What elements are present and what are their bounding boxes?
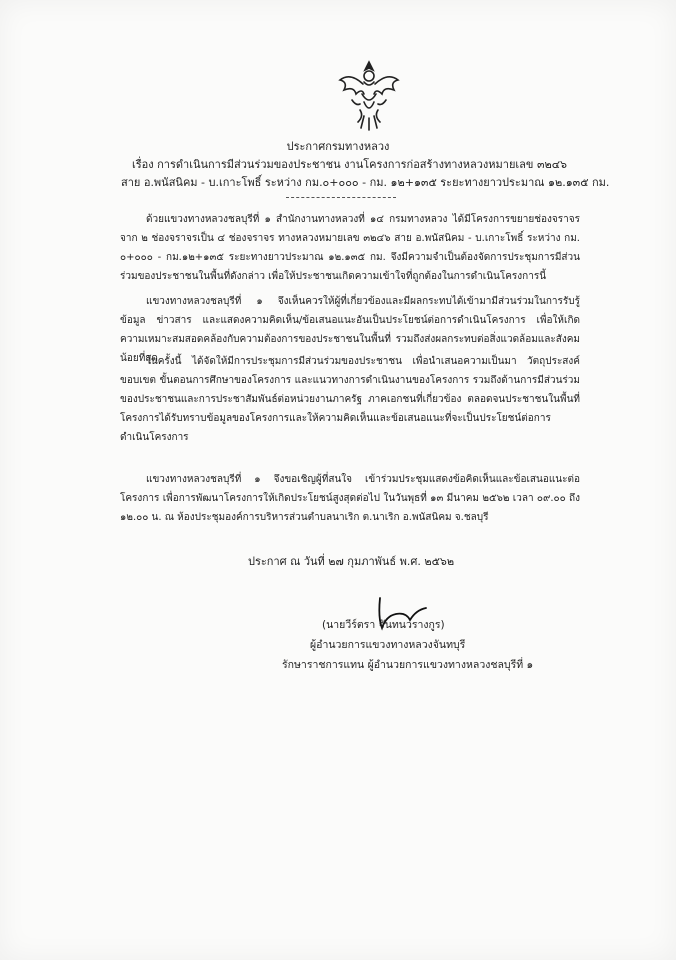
paragraph-1: ด้วยแขวงทางหลวงชลบุรีที่ ๑ สำนักงานทางหลวงที่ ๑๔ กรมทางหลวง ได้มีโครงการขยายช่องจราจร จาก ๒ ช่องจราจรเป็น ๔ ช่องจราจร ทางหลวงหมายเลข ๓๒๔๖ สาย อ.พนัสนิคม - บ.เกาะโพธิ์ ระหว่าง กม. ๐+๐๐๐ - กม.๑๒+๑๓๕ ระยะทางยาวประมาณ ๑๒.๑๓๕ กม. จึงมีความจำเป็นต้องจัดการประชุมการมีส่วนร่วมของประชาชนในพื้นที่ดังกล่าว เพื่อให้ประชาชนเกิดความเข้าใจที่ถูกต้องในการดำเนินโครงการนี้ <box>120 214 580 282</box>
subject-line-1: เรื่อง การดำเนินการมีส่วนร่วมของประชาชน งานโครงการก่อสร้างทางหลวงหมายเลข ๓๒๔๖ <box>132 158 568 171</box>
paragraph-3: ในครั้งนี้ ได้จัดให้มีการประชุมการมีส่วนร่วมของประชาชน เพื่อนำเสนอความเป็นมา วัตถุประสงค์ ขอบเขต ขั้นตอนการศึกษาของโครงการ และแนวทางการดำเนินงานของโครงการ รวมถึงด้านการมีส่วนร่วมของประชาชนและการประชาสัมพันธ์ต่อหน่วยงานภาครัฐ ภาคเอกชนที่เกี่ยวข้อง ตลอดจนประชาชนในพื้นที่โครงการได้รับทราบข้อมูลของโครงการและให้ความคิดเห็นและข้อเสนอแนะที่จะเป็นประโยชน์ต่อการดำเนินโครงการ <box>120 356 580 443</box>
paragraph-2: แขวงทางหลวงชลบุรีที่ ๑ จึงเห็นควรให้ผู้ที่เกี่ยวข้องและมีผลกระทบได้เข้ามามีส่วนร่วมในการรับรู้ข้อมูล ข่าวสาร และแสดงความคิดเห็น/ข้อเสนอแนะอันเป็นประโยชน์ต่อการดำเนินโครงการ เพื่อให้เกิดความเหมาะสมสอดคล้องกับความต้องการของประชาชนในพื้นที่ รวมถึงส่งผลกระทบต่อสิ่งแวดล้อมและสังคมน้อยที่สุด <box>120 296 580 364</box>
announce-date: ประกาศ ณ วันที่ ๒๗ กุมภาพันธ์ พ.ศ. ๒๕๖๒ <box>248 555 455 568</box>
signer-title-2: รักษาราชการแทน ผู้อำนวยการแขวงทางหลวงชลบุรีที่ ๑ <box>282 659 534 671</box>
divider <box>286 197 396 198</box>
paragraph-4: แขวงทางหลวงชลบุรีที่ ๑ จึงขอเชิญผู้ที่สนใจ เข้าร่วมประชุมแสดงข้อคิดเห็นและข้อเสนอแนะต่อโครงการ เพื่อการพัฒนาโครงการให้เกิดประโยชน์สูงสุดต่อไป ในวันพุธที่ ๑๓ มีนาคม ๒๕๖๒ เวลา ๐๙.๐๐ ถึง ๑๒.๐๐ น. ณ ห้องประชุมองค์การบริหารส่วนตำบลนาเริก ต.นาเริก อ.พนัสนิคม จ.ชลบุรี <box>120 474 580 523</box>
document-title: ประกาศกรมทางหลวง <box>286 140 390 153</box>
signer-title-1: ผู้อำนวยการแขวงทางหลวงจันทบุรี <box>310 639 466 651</box>
signer-name: (นายวีร์ตรา จันทนวรางกูร) <box>322 619 445 631</box>
garuda-emblem <box>334 58 404 132</box>
subject-line-2: สาย อ.พนัสนิคม - บ.เกาะโพธิ์ ระหว่าง กม.๐+๐๐๐ - กม. ๑๒+๑๓๕ ระยะทางยาวประมาณ ๑๒.๑๓๕ กม. <box>121 176 610 189</box>
